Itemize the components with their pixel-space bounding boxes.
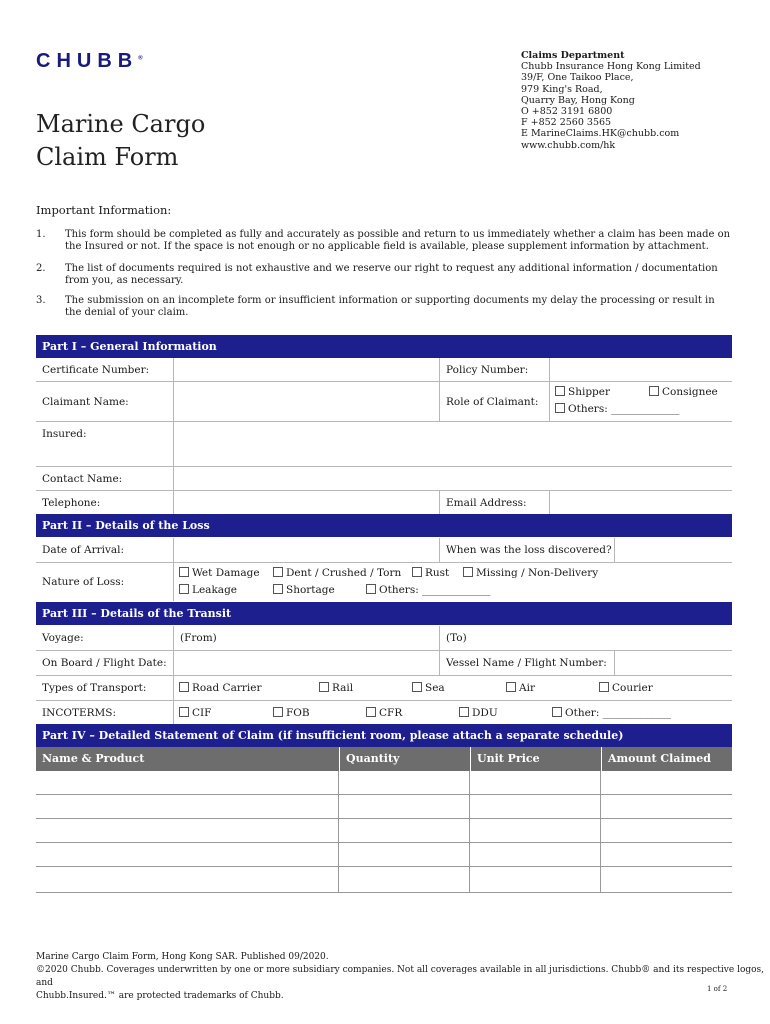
footer-publication: Marine Cargo Claim Form, Hong Kong SAR. Published 09/2020. xyxy=(36,952,329,962)
telephone-label: Telephone: xyxy=(42,497,101,509)
table-row[interactable] xyxy=(36,795,732,819)
contact-label: Contact Name: xyxy=(42,472,123,485)
nature-others-checkbox[interactable] xyxy=(366,584,490,596)
address-line: 39/F, One Taikoo Place, xyxy=(521,72,634,84)
insured-field[interactable] xyxy=(173,422,732,466)
row-onboard xyxy=(36,651,732,676)
onboard-label: On Board / Flight Date: xyxy=(42,657,167,669)
road-carrier-checkbox[interactable] xyxy=(179,682,261,694)
shortage-checkbox[interactable] xyxy=(273,584,335,596)
option-label: Air xyxy=(519,682,535,694)
row-incoterms xyxy=(36,701,732,725)
fax-line: F +852 2560 3565 xyxy=(521,117,612,129)
footer xyxy=(36,951,770,1003)
discovered-label: When was the loss discovered? xyxy=(439,538,614,562)
option-label: FOB xyxy=(286,707,310,719)
ddu-checkbox[interactable] xyxy=(459,707,498,719)
page-number: 1 of 2 xyxy=(707,985,728,993)
option-label: Courier xyxy=(612,682,653,694)
email-field[interactable] xyxy=(549,491,732,515)
col-unit-price: Unit Price xyxy=(470,747,540,771)
email-label: Email Address: xyxy=(439,491,549,515)
arrival-label: Date of Arrival: xyxy=(42,544,125,556)
part1-header: Part I – General Information xyxy=(36,335,732,358)
title-line-1: Marine Cargo xyxy=(36,110,206,138)
col-quantity: Quantity xyxy=(339,747,399,771)
col-amount-claimed: Amount Claimed xyxy=(601,747,711,771)
telephone-field[interactable] xyxy=(173,491,439,515)
col-name-product: Name & Product xyxy=(42,752,145,765)
row-insured xyxy=(36,422,732,467)
shipper-checkbox[interactable] xyxy=(555,386,610,398)
claim-table-header xyxy=(36,747,732,771)
email-line[interactable]: E MarineClaims.HK@chubb.com xyxy=(521,128,680,140)
discovered-field[interactable] xyxy=(614,538,732,562)
claimant-field[interactable] xyxy=(173,382,439,421)
option-label: Wet Damage xyxy=(192,567,260,579)
table-row[interactable] xyxy=(36,819,732,843)
logo-mark: ® xyxy=(138,55,143,62)
note-item xyxy=(36,295,731,318)
onboard-field[interactable] xyxy=(173,651,439,675)
option-label: Shortage xyxy=(286,584,335,596)
note-item xyxy=(36,229,731,252)
insured-label: Insured: xyxy=(42,428,87,440)
policy-field[interactable] xyxy=(549,358,732,381)
policy-label: Policy Number: xyxy=(439,358,549,381)
title-line-2: Claim Form xyxy=(36,143,179,171)
option-label: Missing / Non-Delivery xyxy=(476,567,599,579)
row-certificate xyxy=(36,358,732,382)
note-text: The submission on an incomplete form or insufficient information or supporting documents my delay the processing or result in the denial of your claim. xyxy=(65,295,715,318)
claimant-label: Claimant Name: xyxy=(42,395,129,408)
fob-checkbox[interactable] xyxy=(273,707,310,719)
leakage-checkbox[interactable] xyxy=(179,584,237,596)
part4-header: Part IV – Detailed Statement of Claim (if insufficient room, please attach a separate schedule) xyxy=(36,724,732,747)
vessel-field[interactable] xyxy=(614,651,732,675)
logo-text: CHUBB xyxy=(36,50,139,72)
website-line[interactable]: www.chubb.com/hk xyxy=(521,139,616,151)
rust-checkbox[interactable] xyxy=(412,567,449,579)
dent-crushed-checkbox[interactable] xyxy=(273,567,401,579)
table-row[interactable] xyxy=(36,843,732,867)
voyage-label: Voyage: xyxy=(42,632,84,644)
part3-header: Part III – Details of the Transit xyxy=(36,602,732,625)
option-label: Rail xyxy=(332,682,354,694)
option-label: Other: _____________ xyxy=(565,707,671,719)
rail-checkbox[interactable] xyxy=(319,682,353,694)
vessel-label: Vessel Name / Flight Number: xyxy=(439,651,614,675)
row-claimant xyxy=(36,382,732,422)
role-label: Role of Claimant: xyxy=(439,382,549,421)
footer-copyright: ©2020 Chubb. Coverages underwritten by one or more subsidiary companies. Not all coverages available in all jurisdictions. Chubb® and its respective logos, and xyxy=(36,965,765,988)
air-checkbox[interactable] xyxy=(506,682,535,694)
form-title xyxy=(36,108,205,174)
voyage-from-field[interactable]: (From) xyxy=(173,626,439,650)
role-others-checkbox[interactable] xyxy=(555,403,679,415)
claims-address xyxy=(521,50,701,151)
note-item xyxy=(36,263,731,286)
contact-field[interactable] xyxy=(173,467,732,490)
address-line: Chubb Insurance Hong Kong Limited xyxy=(521,61,701,73)
claim-table-body xyxy=(36,771,732,893)
note-number: 2. xyxy=(36,263,46,274)
incoterms-label: INCOTERMS: xyxy=(42,707,117,719)
option-label: Sea xyxy=(425,682,445,694)
sea-checkbox[interactable] xyxy=(412,682,445,694)
table-row[interactable] xyxy=(36,771,732,795)
courier-checkbox[interactable] xyxy=(599,682,653,694)
note-number: 1. xyxy=(36,229,46,240)
row-telephone xyxy=(36,491,732,515)
option-label: Rust xyxy=(425,567,450,579)
department-name: Claims Department xyxy=(521,50,625,61)
cif-checkbox[interactable] xyxy=(179,707,211,719)
note-text: The list of documents required is not exhaustive and we reserve our right to request any additional information / documentation from you, as necessary. xyxy=(65,263,718,286)
option-label: CFR xyxy=(379,707,403,719)
note-number: 3. xyxy=(36,295,46,306)
option-label: DDU xyxy=(472,707,498,719)
row-voyage xyxy=(36,626,732,651)
phone-line: O +852 3191 6800 xyxy=(521,106,613,118)
certificate-field[interactable] xyxy=(173,358,439,381)
option-label: Dent / Crushed / Torn xyxy=(286,567,402,579)
cfr-checkbox[interactable] xyxy=(366,707,402,719)
voyage-to-field[interactable]: (To) xyxy=(439,626,732,650)
important-heading: Important Information: xyxy=(36,203,172,217)
shipper-label: Shipper xyxy=(568,386,610,398)
row-transport xyxy=(36,676,732,701)
row-arrival xyxy=(36,538,732,563)
wet-damage-checkbox[interactable] xyxy=(179,567,260,579)
option-label: Leakage xyxy=(192,584,238,596)
row-contact xyxy=(36,467,732,491)
transport-label: Types of Transport: xyxy=(42,682,147,694)
chubb-logo xyxy=(36,50,143,73)
missing-checkbox[interactable] xyxy=(463,567,598,579)
table-row[interactable] xyxy=(36,867,732,893)
row-nature xyxy=(36,563,732,601)
arrival-field[interactable] xyxy=(173,538,439,562)
consignee-checkbox[interactable] xyxy=(649,386,718,398)
note-text: This form should be completed as fully and accurately as possible and return to us immediately whether a claim has been made on the Insured or not. If the space is not enough or no applicable field is available, please supplement information by attachment. xyxy=(65,229,731,252)
nature-label: Nature of Loss: xyxy=(42,576,125,588)
address-line: Quarry Bay, Hong Kong xyxy=(521,94,635,106)
role-others-label: Others: _____________ xyxy=(568,403,680,415)
footer-trademark: Chubb.Insured.™ are protected trademarks of Chubb. xyxy=(36,991,284,1001)
option-label: Road Carrier xyxy=(192,682,262,694)
incoterm-other-checkbox[interactable] xyxy=(552,707,671,719)
address-line: 979 King's Road, xyxy=(521,83,603,95)
consignee-label: Consignee xyxy=(662,386,718,398)
option-label: CIF xyxy=(192,707,212,719)
certificate-label: Certificate Number: xyxy=(42,363,150,376)
option-label: Others: _____________ xyxy=(379,584,491,596)
part2-header: Part II – Details of the Loss xyxy=(36,514,732,537)
